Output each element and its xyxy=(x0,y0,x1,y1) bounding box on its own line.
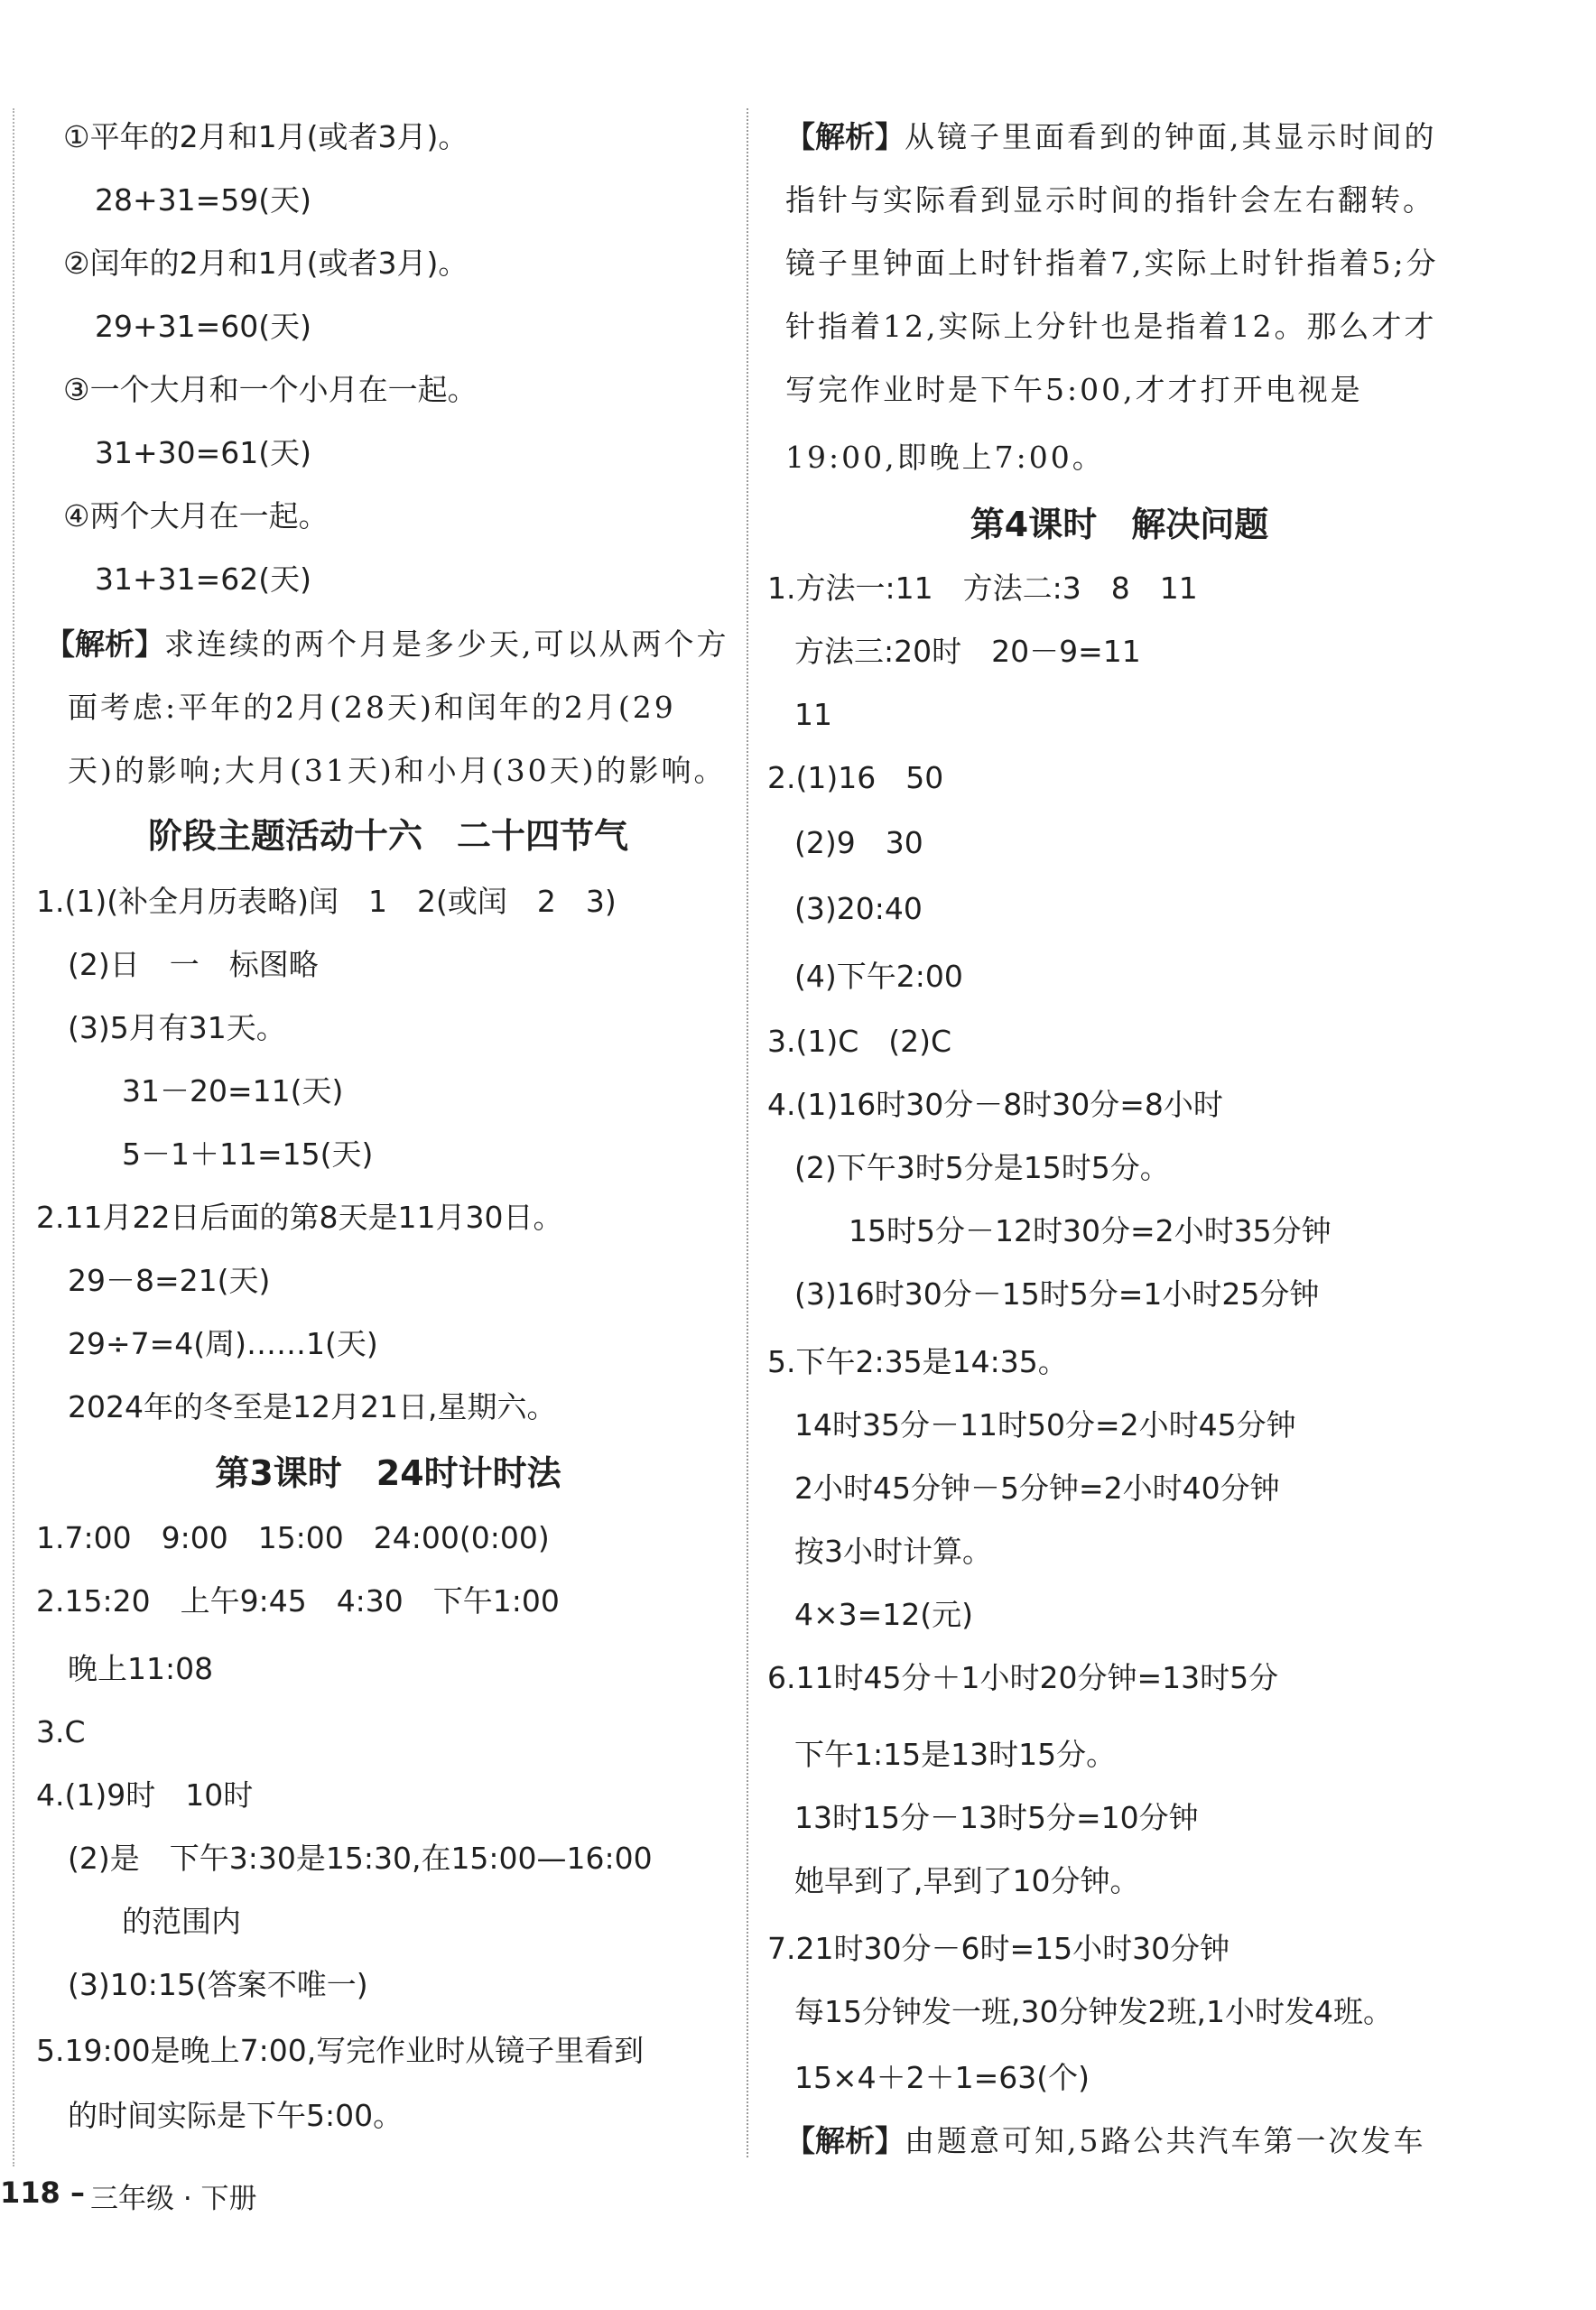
answer-line xyxy=(785,307,1436,347)
answer-text: 28+31=59(天) xyxy=(95,182,312,218)
answer-text: 29÷7=4(周)……1(天) xyxy=(68,1326,378,1361)
answer-text: ③一个大月和一个小月在一起。 xyxy=(63,372,478,407)
answer-line xyxy=(36,1776,253,1815)
answer-line xyxy=(68,1008,286,1048)
page-number: 118 – xyxy=(0,2175,85,2210)
answer-line xyxy=(794,1735,1116,1775)
answer-text: 7.21时30分－6时=15小时30分钟 xyxy=(767,1931,1230,1966)
answer-text: 3.(1)C (2)C xyxy=(767,1024,952,1059)
answer-text: 6.11时45分＋1小时20分钟=13时5分 xyxy=(767,1660,1279,1695)
answer-line xyxy=(95,560,311,599)
answer-text: 写完作业时是下午5:00,才才打开电视是 xyxy=(785,372,1363,407)
answer-text: 29－8=21(天) xyxy=(68,1263,271,1298)
answer-line xyxy=(849,1211,1332,1251)
answer-text: 4×3=12(元) xyxy=(794,1597,974,1632)
answer-text: 15时5分－12时30分=2小时35分钟 xyxy=(849,1213,1332,1248)
answer-line xyxy=(794,2058,1090,2098)
answer-text: 19:00,即晚上7:00。 xyxy=(785,440,1105,475)
answer-line xyxy=(63,370,478,410)
answer-line xyxy=(68,1324,378,1364)
answer-line xyxy=(767,1929,1229,1969)
answer-line xyxy=(794,1469,1280,1508)
answer-line xyxy=(63,496,329,536)
answer-text: 求连续的两个月是多少天,可以从两个方 xyxy=(164,626,729,662)
answer-text: 4.(1)16时30分－8时30分=8小时 xyxy=(767,1087,1223,1122)
answer-text: 的时间实际是下午5:00。 xyxy=(68,2098,404,2133)
answer-line xyxy=(785,370,1363,410)
answer-line xyxy=(63,244,468,283)
answer-line xyxy=(122,1072,343,1111)
answer-text: 2.11月22日后面的第8天是11月30日。 xyxy=(36,1200,563,1235)
answer-line xyxy=(794,1595,973,1635)
answer-text: 她早到了,早到了10分钟。 xyxy=(794,1863,1140,1898)
answer-text: ①平年的2月和1月(或者3月)。 xyxy=(63,119,469,154)
answer-line xyxy=(794,1532,992,1572)
answer-text: (3)16时30分－15时5分=1小时25分钟 xyxy=(794,1276,1320,1312)
answer-text: 29+31=60(天) xyxy=(95,309,312,344)
answer-text: (2)日 一 标图略 xyxy=(68,947,319,982)
answer-line xyxy=(68,2096,403,2136)
answer-text: 15×4＋2＋1=63(个) xyxy=(794,2060,1090,2095)
analysis-tag: 【解析】 xyxy=(785,2123,905,2158)
answer-line xyxy=(68,1839,653,1879)
answer-text: 4.(1)9时 10时 xyxy=(36,1777,254,1813)
section-heading: 第3课时 24时计时法 xyxy=(215,1453,561,1493)
answer-line xyxy=(794,1798,1199,1838)
grade-label: 三年级 · 下册 xyxy=(90,2183,257,2215)
answer-line xyxy=(68,945,319,985)
answer-line xyxy=(785,438,1105,478)
answer-text: 14时35分－11时50分=2小时45分钟 xyxy=(794,1407,1296,1443)
answer-line xyxy=(794,632,1141,672)
answer-line xyxy=(767,1022,951,1062)
answer-line xyxy=(794,1148,1170,1188)
answer-text: 天)的影响;大月(31天)和小月(30天)的影响。 xyxy=(68,753,727,788)
answer-text: 每15分钟发一班,30分钟发2班,1小时发4班。 xyxy=(794,1994,1393,2029)
answer-line xyxy=(767,1658,1278,1698)
answer-text: 晚上11:08 xyxy=(68,1651,214,1686)
answer-line xyxy=(68,1387,556,1427)
answer-line xyxy=(122,1902,241,1942)
answer-text: ④两个大月在一起。 xyxy=(63,498,329,533)
answer-line xyxy=(785,2121,1426,2161)
answer-text: 2.15:20 上午9:45 4:30 下午1:00 xyxy=(36,1583,560,1619)
answer-line xyxy=(794,1405,1296,1445)
answer-line xyxy=(794,957,963,997)
answer-text: 11 xyxy=(794,697,832,732)
answer-line xyxy=(36,882,617,922)
answer-line xyxy=(95,181,311,220)
answer-text: 按3小时计算。 xyxy=(794,1534,992,1569)
answer-text: 31－20=11(天) xyxy=(122,1073,344,1109)
answer-text: 的范围内 xyxy=(122,1904,241,1939)
answer-line xyxy=(794,823,923,863)
answer-line xyxy=(36,1712,86,1752)
answer-text: 2.(1)16 50 xyxy=(767,760,944,795)
answer-line xyxy=(794,889,923,929)
answer-text: 5.19:00是晚上7:00,写完作业时从镜子里看到 xyxy=(36,2033,645,2068)
answer-line xyxy=(68,1649,213,1689)
answer-text: (3)20:40 xyxy=(794,891,923,926)
answer-text: (2)9 30 xyxy=(794,825,923,860)
answer-line xyxy=(785,244,1439,283)
answer-line xyxy=(794,1992,1393,2032)
answer-line xyxy=(122,1135,373,1174)
answer-line xyxy=(794,1861,1139,1901)
section-heading: 阶段主题活动十六 二十四节气 xyxy=(147,816,628,856)
answer-text: 由题意可知,5路公共汽车第一次发车 xyxy=(905,2123,1426,2158)
answer-line xyxy=(36,2031,644,2071)
answer-line xyxy=(95,433,311,473)
answer-line xyxy=(794,1275,1319,1314)
answer-line xyxy=(785,117,1437,157)
answer-text: 13时15分－13时5分=10分钟 xyxy=(794,1800,1199,1835)
answer-line xyxy=(68,1965,368,2005)
answer-line xyxy=(95,307,311,347)
answer-line xyxy=(785,181,1435,220)
answer-text: ②闰年的2月和1月(或者3月)。 xyxy=(63,246,469,281)
answer-text: 针指着12,实际上分针也是指着12。那么才才 xyxy=(785,309,1437,344)
answer-line xyxy=(36,1518,550,1558)
answer-text: (4)下午2:00 xyxy=(794,959,963,994)
answer-line xyxy=(767,1085,1223,1125)
answer-line xyxy=(767,758,943,798)
answer-line xyxy=(767,569,1198,608)
answer-line xyxy=(68,1261,270,1301)
column-divider xyxy=(747,108,748,2157)
answer-text: 1.方法一:11 方法二:3 8 11 xyxy=(767,571,1198,606)
answer-line xyxy=(68,751,726,791)
analysis-tag: 【解析】 xyxy=(785,119,905,154)
answer-line xyxy=(45,625,729,664)
answer-text: (3)5月有31天。 xyxy=(68,1010,286,1045)
answer-text: 1.(1)(补全月历表略)闰 1 2(或闰 2 3) xyxy=(36,884,617,919)
answer-line xyxy=(767,1342,1068,1382)
answer-text: (3)10:15(答案不唯一) xyxy=(68,1967,368,2002)
analysis-tag: 【解析】 xyxy=(45,626,164,662)
answer-text: (2)是 下午3:30是15:30,在15:00—16:00 xyxy=(68,1841,653,1876)
answer-text: (2)下午3时5分是15时5分。 xyxy=(794,1150,1170,1185)
answer-text: 从镜子里面看到的钟面,其显示时间的 xyxy=(905,119,1437,154)
answer-text: 3.C xyxy=(36,1714,86,1749)
answer-text: 镜子里钟面上时针指着7,实际上时针指着5;分 xyxy=(785,246,1439,281)
answer-line xyxy=(36,1582,560,1621)
margin-rule xyxy=(13,108,14,2166)
answer-text: 指针与实际看到显示时间的指针会左右翻转。 xyxy=(785,182,1435,218)
answer-text: 面考虑:平年的2月(28天)和闰年的2月(29 xyxy=(68,690,676,725)
answer-text: 2小时45分钟－5分钟=2小时40分钟 xyxy=(794,1470,1280,1506)
answer-line xyxy=(68,688,676,728)
answer-text: 5－1＋11=15(天) xyxy=(122,1136,374,1172)
answer-line xyxy=(36,1198,562,1238)
answer-text: 2024年的冬至是12月21日,星期六。 xyxy=(68,1389,557,1424)
section-heading: 第4课时 解决问题 xyxy=(970,505,1269,544)
answer-text: 下午1:15是13时15分。 xyxy=(794,1737,1117,1772)
answer-text: 5.下午2:35是14:35。 xyxy=(767,1344,1068,1379)
answer-text: 方法三:20时 20－9=11 xyxy=(794,634,1141,669)
answer-text: 31+31=62(天) xyxy=(95,561,312,597)
answer-line xyxy=(63,117,468,157)
answer-text: 31+30=61(天) xyxy=(95,435,312,470)
answer-line xyxy=(794,695,832,735)
answer-text: 1.7:00 9:00 15:00 24:00(0:00) xyxy=(36,1520,550,1555)
